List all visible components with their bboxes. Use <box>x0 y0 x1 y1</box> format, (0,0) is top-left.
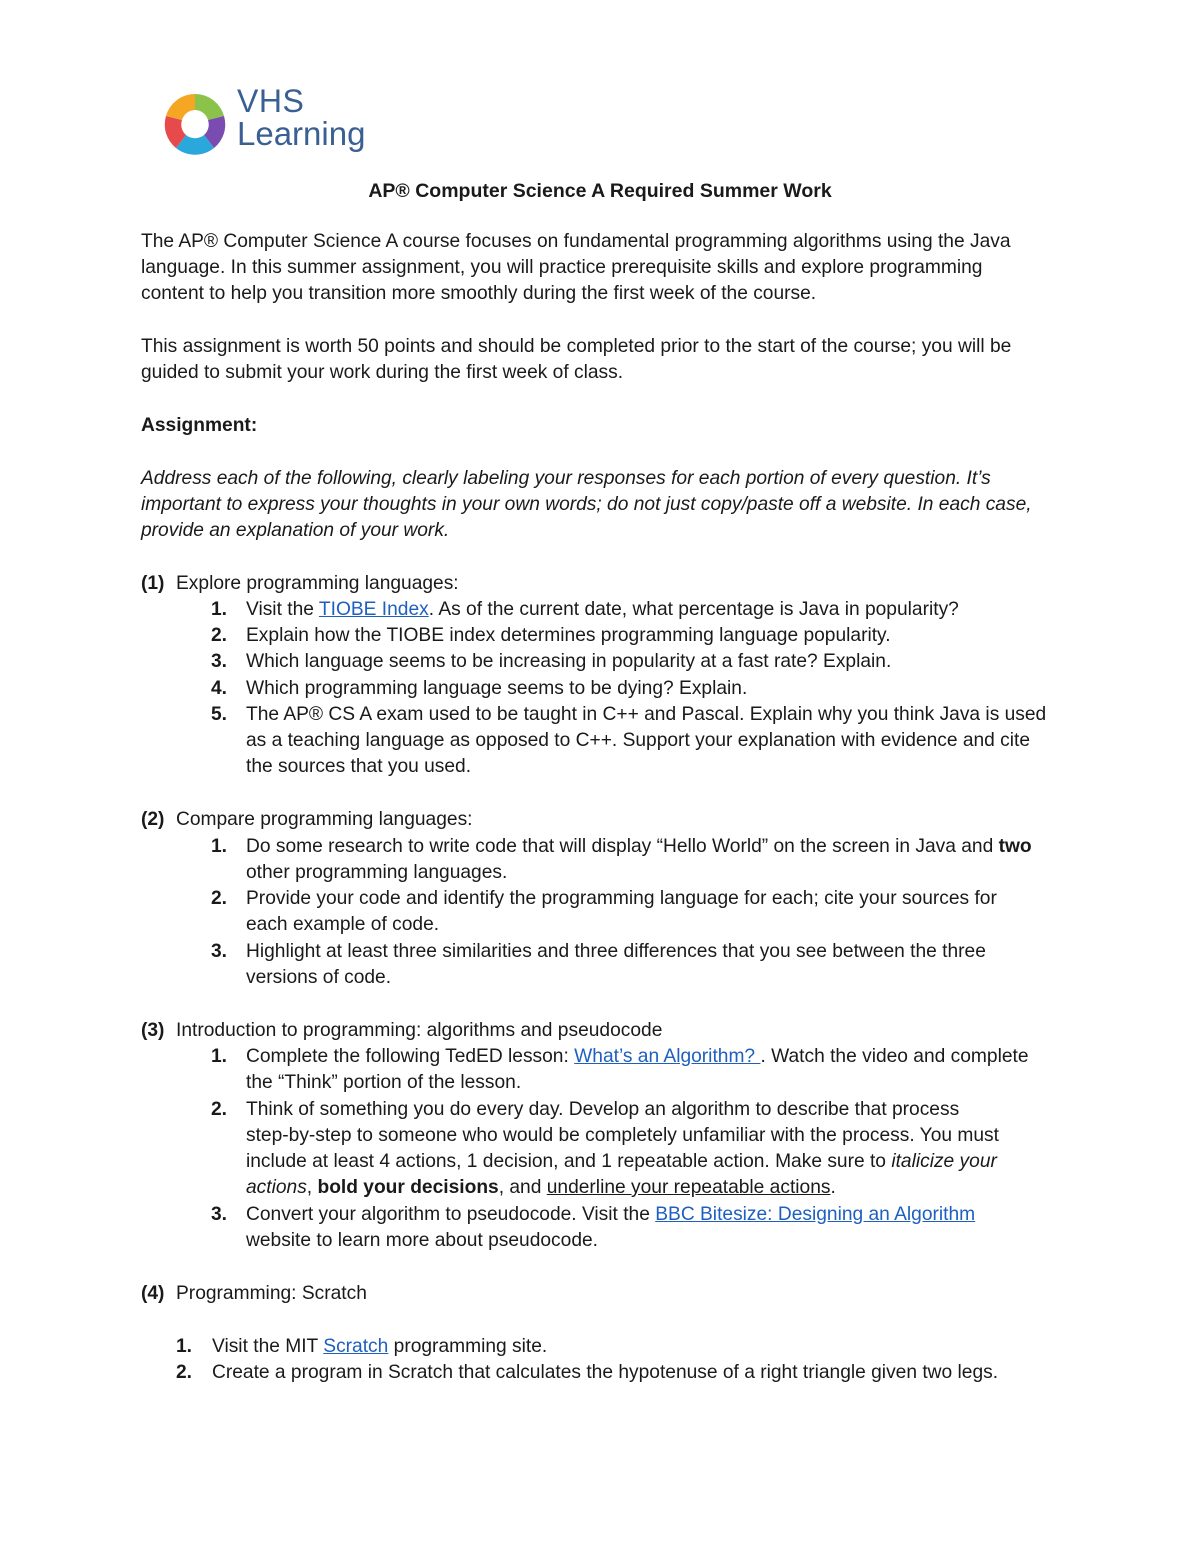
item-text: include at least 4 actions, 1 decision, and 1 repeatable action. Make sure to <box>246 1151 892 1172</box>
item-text-italic: actions <box>246 1177 307 1198</box>
section-number: (3) <box>141 1020 165 1041</box>
section-label: Programming: Scratch <box>176 1283 367 1304</box>
section-label: Explore programming languages: <box>176 573 459 594</box>
item-number: 2. <box>211 888 228 909</box>
logo-text-learning: Learning <box>237 115 366 152</box>
item-text: programming site. <box>388 1336 548 1357</box>
item-number: 1. <box>211 836 228 857</box>
item-number: 5. <box>211 704 228 725</box>
tiobe-index-link[interactable]: TIOBE Index <box>318 599 429 620</box>
item-number: 1. <box>176 1336 193 1357</box>
teded-algorithm-link[interactable]: What’s an Algorithm? <box>574 1046 761 1067</box>
item-text: . Watch the video and complete <box>760 1046 1029 1067</box>
item-number: 1. <box>211 599 228 620</box>
scratch-link[interactable]: Scratch <box>323 1336 389 1357</box>
item-text-bold: two <box>998 836 1032 857</box>
item-text: , and <box>498 1177 547 1198</box>
instructions-paragraph <box>141 466 1071 544</box>
item-text: . <box>830 1177 836 1198</box>
item-line: step-by-step to someone who would be completely unfamiliar with the process. You must <box>246 1125 999 1146</box>
worth-line: guided to submit your work during the first week of class. <box>141 362 624 383</box>
item-line: The AP® CS A exam used to be taught in C++ and Pascal. Explain why you think Java is used <box>246 704 1047 725</box>
section-number: (4) <box>141 1283 165 1304</box>
item-text-underline: underline your repeatable actions <box>546 1177 831 1198</box>
worth-paragraph <box>141 334 1071 386</box>
logo-text-vhs: VHS <box>237 83 305 119</box>
item-text: Visit the <box>246 599 319 620</box>
worth-line: This assignment is worth 50 points and should be completed prior to the start of the course; you will be <box>141 336 1012 357</box>
vhs-logo-icon <box>160 90 230 158</box>
item-line: the “Think” portion of the lesson. <box>246 1072 522 1093</box>
intro-line: The AP® Computer Science A course focuses on fundamental programming algorithms using the Java <box>141 231 1011 252</box>
item-text: Which programming language seems to be dying? Explain. <box>246 678 748 699</box>
item-text: . As of the current date, what percentage is Java in popularity? <box>428 599 959 620</box>
instructions-line: Address each of the following, clearly labeling your responses for each portion of every question. It’s <box>141 468 991 489</box>
item-line: versions of code. <box>246 967 392 988</box>
bbc-bitesize-link[interactable]: BBC Bitesize: Designing an Algorithm <box>655 1204 976 1225</box>
item-text-italic: italicize your <box>891 1151 997 1172</box>
section-label: Introduction to programming: algorithms and pseudocode <box>176 1020 663 1041</box>
section-2-heading <box>141 807 473 833</box>
item-line: Highlight at least three similarities and three differences that you see between the three <box>246 941 986 962</box>
item-number: 2. <box>176 1362 193 1383</box>
intro-line: language. In this summer assignment, you will practice prerequisite skills and explore programming <box>141 257 983 278</box>
intro-paragraph <box>141 229 1071 307</box>
section-3-heading <box>141 1018 662 1044</box>
instructions-line: provide an explanation of your work. <box>141 520 450 541</box>
item-line: as a teaching language as opposed to C++. Support your explanation with evidence and cite <box>246 730 1031 751</box>
section-number: (1) <box>141 573 165 594</box>
vhs-learning-logo <box>160 83 390 160</box>
item-text: Which language seems to be increasing in popularity at a fast rate? Explain. <box>246 651 892 672</box>
intro-line: content to help you transition more smoothly during the first week of the course. <box>141 283 817 304</box>
item-text: Convert your algorithm to pseudocode. Visit the <box>246 1204 656 1225</box>
section-4-heading <box>141 1281 367 1307</box>
item-line: website to learn more about pseudocode. <box>246 1230 598 1251</box>
item-number: 3. <box>211 1204 228 1225</box>
item-text: Explain how the TIOBE index determines programming language popularity. <box>246 625 891 646</box>
item-text: Do some research to write code that will display “Hello World” on the screen in Java and <box>246 836 999 857</box>
section-label: Compare programming languages: <box>176 809 473 830</box>
instructions-line: important to express your thoughts in your own words; do not just copy/paste off a website. In each case, <box>141 494 1032 515</box>
item-text: Complete the following TedED lesson: <box>246 1046 575 1067</box>
item-line: Think of something you do every day. Develop an algorithm to describe that process <box>246 1099 960 1120</box>
assignment-heading: Assignment: <box>141 415 258 436</box>
page-title: AP® Computer Science A Required Summer Work <box>368 180 832 202</box>
item-number: 2. <box>211 625 228 646</box>
item-line: other programming languages. <box>246 862 508 883</box>
item-number: 4. <box>211 678 228 699</box>
item-text: Visit the MIT <box>212 1336 324 1357</box>
item-number: 3. <box>211 651 228 672</box>
item-text: Create a program in Scratch that calculates the hypotenuse of a right triangle given two legs. <box>212 1362 999 1383</box>
item-number: 2. <box>211 1099 228 1120</box>
item-text-bold: bold your decisions <box>317 1177 499 1198</box>
item-line: the sources that you used. <box>246 756 472 777</box>
item-number: 1. <box>211 1046 228 1067</box>
item-text: , <box>306 1177 318 1198</box>
section-1-heading <box>141 571 459 597</box>
item-line: Provide your code and identify the programming language for each; cite your sources for <box>246 888 997 909</box>
section-number: (2) <box>141 809 165 830</box>
item-number: 3. <box>211 941 228 962</box>
item-line: each example of code. <box>246 914 440 935</box>
